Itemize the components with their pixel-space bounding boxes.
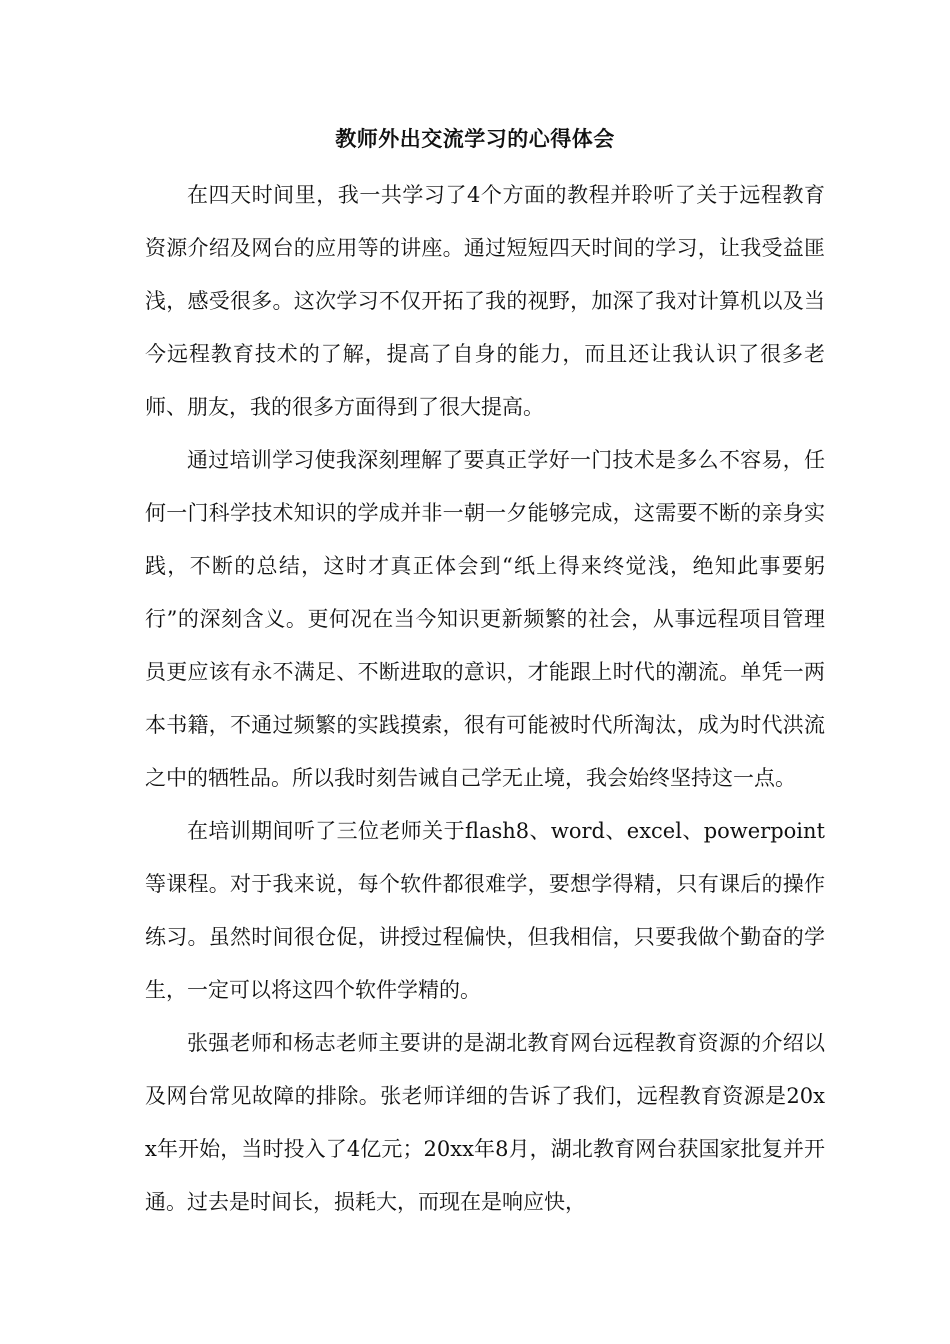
paragraph-1: 在四天时间里，我一共学习了4个方面的教程并聆听了关于远程教育资源介绍及网台的应用等的讲座。通过短短四天时间的学习，让我受益匪浅，感受很多。这次学习不仅开拓了我的视野，加深了我对计算机以及当今远程教育技术的了解，提高了自身的能力，而且还让我认识了很多老师、朋友，我的很多方面得到了很大提高。 [145, 183, 825, 419]
paragraph-4: 张强老师和杨志老师主要讲的是湖北教育网台远程教育资源的介绍以及网台常见故障的排除。张老师详细的告诉了我们，远程教育资源是20xx年开始，当时投入了4亿元；20xx年8月，湖北教育网台获国家批复并开通。过去是时间长，损耗大，而现在是响应快， [145, 1031, 825, 1214]
document-title: 教师外出交流学习的心得体会 [335, 126, 615, 151]
paragraph-2: 通过培训学习使我深刻理解了要真正学好一门技术是多么不容易，任何一门科学技术知识的学成并非一朝一夕能够完成，这需要不断的亲身实践，不断的总结，这时才真正体会到“纸上得来终觉浅，绝知此事要躬行”的深刻含义。更何况在当今知识更新频繁的社会，从事远程项目管理员更应该有永不满足、不断进取的意识，才能跟上时代的潮流。单凭一两本书籍，不通过频繁的实践摸索，很有可能被时代所淘汰，成为时代洪流之中的牺牲品。所以我时刻告诫自己学无止境，我会始终坚持这一点。 [145, 448, 825, 790]
paragraph-3: 在培训期间听了三位老师关于flash8、word、excel、powerpoint等课程。对于我来说，每个软件都很难学，要想学得精，只有课后的操作练习。虽然时间很仓促，讲授过程偏快，但我相信，只要我做个勤奋的学生，一定可以将这四个软件学精的。 [145, 819, 825, 1002]
document-body [145, 169, 825, 1229]
